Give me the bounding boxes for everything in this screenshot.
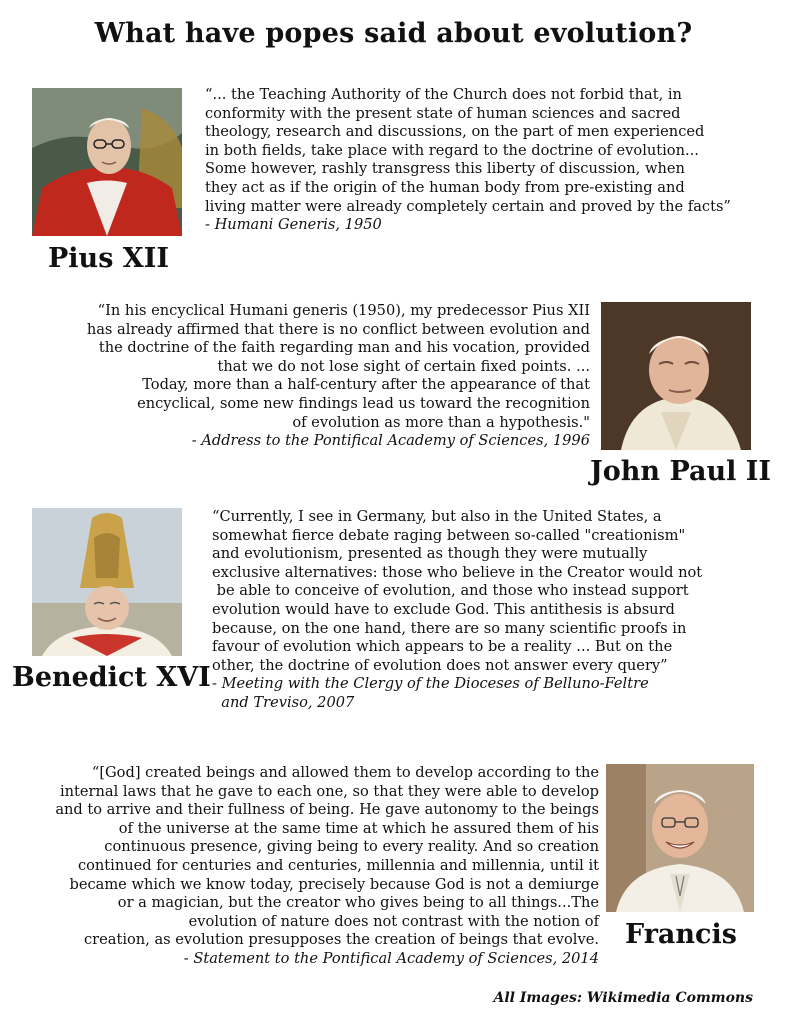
- pope-benedict-xvi-photo: [32, 508, 182, 656]
- pope-john-paul-ii-portrait-icon: [601, 302, 751, 450]
- quote-line: creation, as evolution presupposes the creation of beings that evolve.: [83, 931, 599, 949]
- quote-line: or a magician, but the creator who gives being to all things...The: [117, 894, 599, 912]
- quote-line: continuous presence, giving being to every reality. And so creation: [104, 838, 599, 856]
- quote-source: - Meeting with the Clergy of the Dioceses of Belluno-Feltre: [212, 675, 649, 693]
- quote-source: - Address to the Pontifical Academy of Sciences, 1996: [191, 432, 590, 450]
- quote-line: they act as if the origin of the human body from pre-existing and: [205, 178, 685, 196]
- quote-line: because, on the one hand, there are so many scientific proofs in: [212, 619, 687, 637]
- pope-name-francis: Francis: [625, 919, 737, 950]
- quote-line: evolution of nature does not contrast with the notion of: [188, 912, 599, 930]
- pope-name-pius-xii: Pius XII: [48, 243, 169, 274]
- pope-name-benedict-xvi: Benedict XVI: [12, 662, 211, 693]
- pope-name-john-paul-ii: John Paul II: [590, 456, 772, 487]
- quote-line: exclusive alternatives: those who believe in the Creator would not: [212, 563, 703, 581]
- quote-line: favour of evolution which appears to be a reality ... But on the: [212, 638, 673, 656]
- quote-line: internal laws that he gave to each one, so that they were able to develop: [59, 782, 599, 800]
- quote-line: of evolution as more than a hypothesis.": [292, 413, 590, 431]
- quote-line: conformity with the present state of human sciences and sacred: [205, 104, 681, 122]
- pope-pius-xii-photo: [32, 88, 182, 236]
- quote-benedict-xvi: [212, 508, 702, 713]
- pope-john-paul-ii-photo: [601, 302, 751, 450]
- pope-pius-xii-portrait-icon: [32, 88, 182, 236]
- pope-benedict-xvi-portrait-icon: [32, 508, 182, 656]
- quote-line: in both fields, take place with regard to the doctrine of evolution...: [205, 141, 699, 159]
- quote-line: other, the doctrine of evolution does not answer every query”: [212, 656, 668, 674]
- quote-source: - Humani Generis, 1950: [205, 216, 382, 234]
- quote-line: “[God] created beings and allowed them to develop according to the: [91, 764, 599, 781]
- quote-line: Today, more than a half-century after the appearance of that: [142, 376, 590, 394]
- quote-line: “... the Teaching Authority of the Church does not forbid that, in: [205, 86, 682, 103]
- quote-line: somewhat fierce debate raging between so-called "creationism": [212, 526, 686, 544]
- quote-line: Some however, rashly transgress this liberty of discussion, when: [205, 160, 685, 178]
- quote-line: that we do not lose sight of certain fixed points. ...: [217, 357, 590, 375]
- quote-line: “In his encyclical Humani generis (1950), my predecessor Pius XII: [97, 302, 590, 319]
- quote-line: and evolutionism, presented as though they were mutually: [212, 545, 648, 563]
- quote-line: the doctrine of the faith regarding man and his vocation, provided: [98, 339, 590, 357]
- quote-line: became which we know today, precisely because God is not a demiurge: [69, 875, 599, 893]
- quote-line: be able to conceive of evolution, and those who instead support: [212, 582, 689, 600]
- quote-line: evolution would have to exclude God. This antithesis is absurd: [212, 600, 675, 618]
- quote-line: encyclical, some new findings lead us toward the recognition: [137, 394, 590, 412]
- quote-line: living matter were already completely certain and proved by the facts”: [205, 197, 731, 215]
- quote-source: and Treviso, 2007: [212, 693, 355, 711]
- quote-line: continued for centuries and centuries, millennia and millennia, until it: [77, 856, 599, 874]
- quote-line: and to arrive and their fullness of being. He gave autonomy to the beings: [55, 801, 599, 819]
- quote-john-paul-ii: [87, 302, 590, 451]
- quote-francis: [55, 764, 599, 969]
- quote-line: theology, research and discussions, on the part of men experienced: [205, 123, 705, 141]
- quote-line: has already affirmed that there is no conflict between evolution and: [86, 320, 590, 338]
- page-title: What have popes said about evolution?: [94, 18, 693, 49]
- image-credit: All Images: Wikimedia Commons: [493, 990, 753, 1006]
- quote-line: of the universe at the same time at which he assured them of his: [118, 819, 599, 837]
- quote-source: - Statement to the Pontifical Academy of Sciences, 2014: [183, 949, 599, 967]
- quote-line: “Currently, I see in Germany, but also in the United States, a: [212, 508, 662, 525]
- pope-francis-photo: [606, 764, 754, 912]
- quote-pius-xii: [205, 86, 731, 235]
- pope-francis-portrait-icon: [606, 764, 754, 912]
